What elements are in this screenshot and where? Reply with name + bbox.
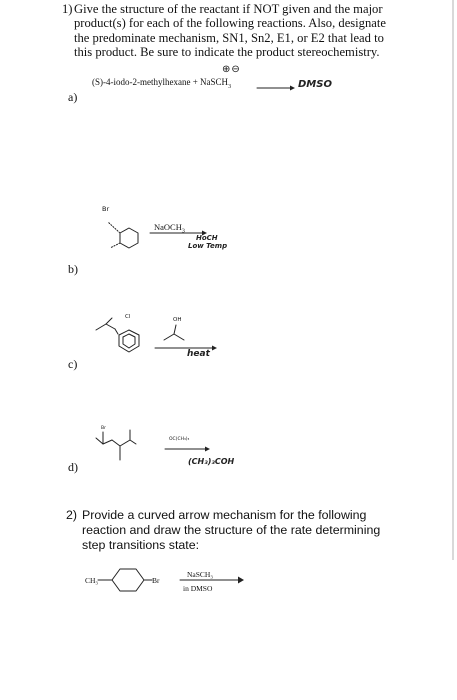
part-c-methyl-bond-1 xyxy=(96,324,106,330)
part-c-benzene-ring xyxy=(119,330,139,352)
part-b-cyclohexane-ring xyxy=(120,228,138,248)
part-c-oh-label: OH xyxy=(173,317,182,323)
part-a-reactant-name: (S)-4-iodo-2-methylhexane xyxy=(92,77,191,87)
part-a-label: a) xyxy=(68,90,78,104)
part-b-br-label: Br xyxy=(102,205,110,213)
question-2-number: 2) xyxy=(66,508,78,522)
part-d-bond-2 xyxy=(103,440,112,444)
part-c-cl-label: Cl xyxy=(125,314,131,320)
part-d-reagent: OC(CH₃)₃ xyxy=(169,437,190,442)
q2-arrowhead xyxy=(238,577,244,584)
part-a-plus: + xyxy=(192,77,198,87)
part-a-charges: ⊕⊖ xyxy=(222,64,241,75)
q2-reagent: NaSCH₃ xyxy=(187,570,213,579)
part-c-conditions: heat xyxy=(187,349,210,359)
part-d-br-label: Br xyxy=(101,426,106,431)
part-a-reagent: NaSCH xyxy=(200,77,229,87)
part-d-label: d) xyxy=(68,460,78,474)
part-b-hashed-methyl-bond xyxy=(110,243,120,248)
q2-substituent-ch3: CH₃ xyxy=(85,576,99,585)
part-d-bond-3 xyxy=(112,440,120,446)
part-c-arrowhead xyxy=(212,346,217,351)
part-c-tbuoh-bond-1 xyxy=(164,334,174,340)
part-c-cl-bond xyxy=(106,318,112,324)
part-c-ring-bond xyxy=(115,329,118,334)
part-b-hashed-br-bond xyxy=(108,222,120,233)
question-1-number: 1) xyxy=(62,2,73,16)
part-a-arrowhead xyxy=(290,86,295,91)
part-d-bond-5 xyxy=(120,440,130,446)
part-d-solvent: (CH₃)₃COH xyxy=(188,457,235,466)
part-c-tbuoh-bond-2 xyxy=(174,334,184,340)
q2-solvent: in DMSO xyxy=(183,584,213,593)
part-c-benzene-inner xyxy=(123,334,135,348)
question-1-text: Give the structure of the reactant if NOT given and the major product(s) for each of the following reactions. Also, designate the predominate mechanism, SN1, Sn2, E1, or E2 that lead to this product. Be sure to indicate the product stereochemistry. xyxy=(74,2,386,60)
question-2-text: Provide a curved arrow mechanism for the following reaction and draw the structure of the rate determining step transitions state: xyxy=(82,508,381,552)
part-d-arrowhead xyxy=(205,447,210,452)
part-c-label: c) xyxy=(68,357,78,371)
part-a-solvent: DMSO xyxy=(298,79,332,90)
part-b-label: b) xyxy=(68,262,78,276)
part-b-reagent-text: NaOCH xyxy=(154,222,182,232)
part-d-bond-1 xyxy=(96,438,103,444)
part-c-methyl-bond-2 xyxy=(106,324,115,329)
part-b-arrowhead xyxy=(202,231,207,236)
part-a-reagent-sub: 3 xyxy=(228,83,232,90)
part-b-conditions-1: HoCH xyxy=(196,234,218,242)
q2-ring xyxy=(112,569,144,591)
part-b-conditions-2: Low Temp xyxy=(188,242,228,250)
part-c-tbuoh-oh-bond xyxy=(174,325,176,334)
part-d-bond-7 xyxy=(130,440,136,444)
part-b-reagent-sub: 3 xyxy=(181,228,185,235)
q2-substituent-br: Br xyxy=(152,576,160,585)
